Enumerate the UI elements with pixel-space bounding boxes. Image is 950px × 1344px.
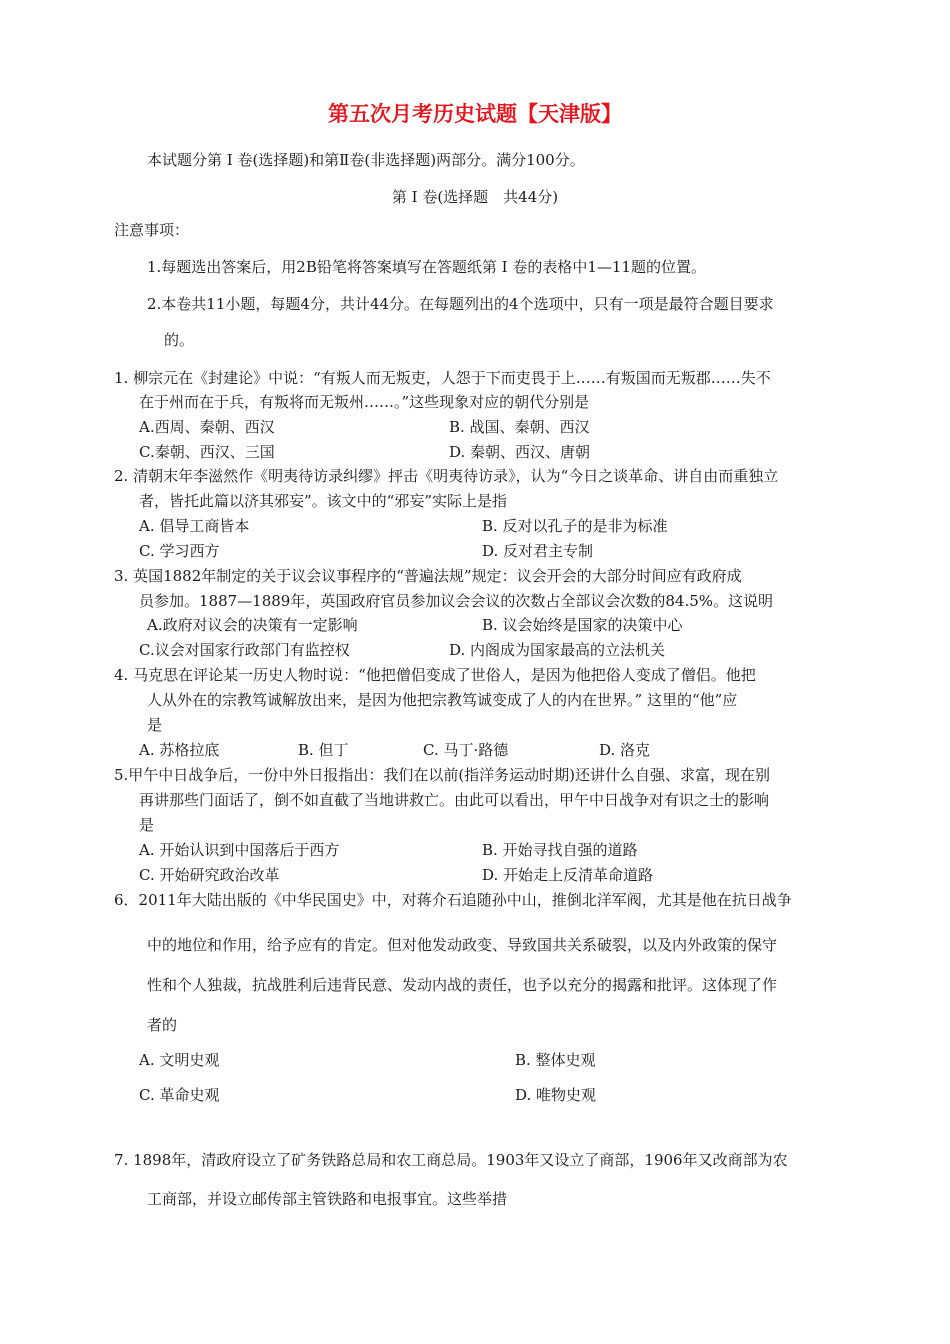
question-6-option-b: B. 整体史观	[515, 1051, 596, 1069]
question-5-option-d: D. 开始走上反清革命道路	[482, 866, 654, 884]
question-2-option-d: D. 反对君主专制	[482, 542, 594, 560]
question-1-option-c: C.秦朝、西汉、三国	[139, 443, 275, 461]
note-2-continued: 的。	[164, 331, 195, 349]
question-3-line-2: 员参加。1887—1889年，英国政府官员参加议会会议的次数占全部议会次数的84.5%。这说明	[139, 592, 774, 610]
section-heading: 第 I 卷(选择题 共44分)	[391, 188, 559, 206]
question-3-option-a: A.政府对议会的决策有一定影响	[147, 616, 358, 634]
question-6-line-1: 6．2011年大陆出版的《中华民国史》中，对蒋介石追随孙中山，推倒北洋军阀，尤其是他在抗日战争	[114, 891, 792, 909]
question-5-option-a: A. 开始认识到中国落后于西方	[139, 841, 340, 859]
question-6-line-3: 性和个人独裁，抗战胜利后违背民意、发动内战的责任，也予以充分的揭露和批评。这体现了作	[147, 976, 778, 994]
question-5-line-1: 5.甲午中日战争后，一份中外日报指出：我们在以前(指洋务运动时期)还讲什么自强、求富，现在别	[114, 766, 771, 784]
question-2-option-a: A. 倡导工商皆本	[139, 517, 250, 535]
question-2-line-1: 2. 清朝末年李滋然作《明夷待访录纠缪》抨击《明夷待访录》，认为“今日之谈革命、讲自由而重独立	[114, 467, 779, 485]
question-7-line-1: 7. 1898年，清政府设立了矿务铁路总局和农工商总局。1903年又设立了商部，1906年又改商部为农	[114, 1151, 788, 1169]
page-title: 第五次月考历史试题【天津版】	[328, 101, 622, 126]
note-1: 1.每题选出答案后，用2B铅笔将答案填写在答题纸第 I 卷的表格中1—11题的位置。	[147, 258, 706, 276]
question-5-option-b: B. 开始寻找自强的道路	[482, 841, 638, 859]
question-4-option-d: D. 洛克	[599, 741, 651, 759]
question-5-line-2: 再讲那些门面话了，倒不如直截了当地讲救亡。由此可以看出，甲午中日战争对有识之士的影响	[139, 791, 770, 809]
question-5-option-c: C. 开始研究政治改革	[139, 866, 280, 884]
question-1-line-2: 在于州而在于兵，有叛将而无叛州……。”这些现象对应的朝代分别是	[139, 393, 590, 411]
question-5-line-3: 是	[139, 816, 155, 834]
question-2-option-b: B. 反对以孔子的是非为标准	[482, 517, 668, 535]
question-3-option-b: B. 议会始终是国家的决策中心	[482, 616, 683, 634]
question-1-option-b: B. 战国、秦朝、西汉	[449, 418, 590, 436]
notes-heading: 注意事项：	[114, 221, 190, 239]
question-2-line-2: 者，皆托此篇以济其邪妄”。该文中的“邪妄”实际上是指	[139, 492, 508, 510]
question-2-option-c: C. 学习西方	[139, 542, 220, 560]
question-6-option-a: A. 文明史观	[139, 1051, 220, 1069]
note-2: 2.本卷共11小题，每题4分，共计44分。在每题列出的4个选项中，只有一项是最符合题目要求	[147, 295, 774, 313]
question-6-option-d: D. 唯物史观	[515, 1086, 597, 1104]
question-4-option-c: C. 马丁·路德	[423, 741, 509, 759]
question-3-option-c: C.议会对国家行政部门有监控权	[139, 641, 350, 659]
question-3-option-d: D. 内阁成为国家最高的立法机关	[449, 641, 666, 659]
question-3-line-1: 3. 英国1882年制定的关于议会议事程序的“普遍法规”规定：议会开会的大部分时间应有政府成	[114, 567, 742, 585]
question-4-option-a: A. 苏格拉底	[139, 741, 220, 759]
question-6-line-4: 者的	[147, 1016, 178, 1034]
question-1-line-1: 1. 柳宗元在《封建论》中说：“有叛人而无叛吏，人怨于下而吏畏于上……有叛国而无叛郡……失不	[114, 369, 771, 387]
question-4-line-3: 是	[147, 716, 163, 734]
question-4-line-1: 4. 马克思在评论某一历史人物时说：“他把僧侣变成了世俗人，是因为他把俗人变成了僧侣。他把	[114, 666, 756, 684]
question-4-line-2: 人从外在的宗教笃诚解放出来，是因为他把宗教笃诚变成了人的内在世界。” 这里的“他”应	[147, 691, 738, 709]
question-1-option-a: A.西周、秦朝、西汉	[139, 418, 275, 436]
question-6-line-2: 中的地位和作用，给予应有的肯定。但对他发动政变、导致国共关系破裂，以及内外政策的保守	[147, 936, 778, 954]
question-1-option-d: D. 秦朝、西汉、唐朝	[449, 443, 591, 461]
question-4-option-b: B. 但丁	[298, 741, 349, 759]
question-6-option-c: C. 革命史观	[139, 1086, 220, 1104]
intro-text: 本试题分第 I 卷(选择题)和第Ⅱ卷(非选择题)两部分。满分100分。	[147, 151, 585, 169]
question-7-line-2: 工商部，并设立邮传部主管铁路和电报事宜。这些举措	[147, 1190, 508, 1208]
